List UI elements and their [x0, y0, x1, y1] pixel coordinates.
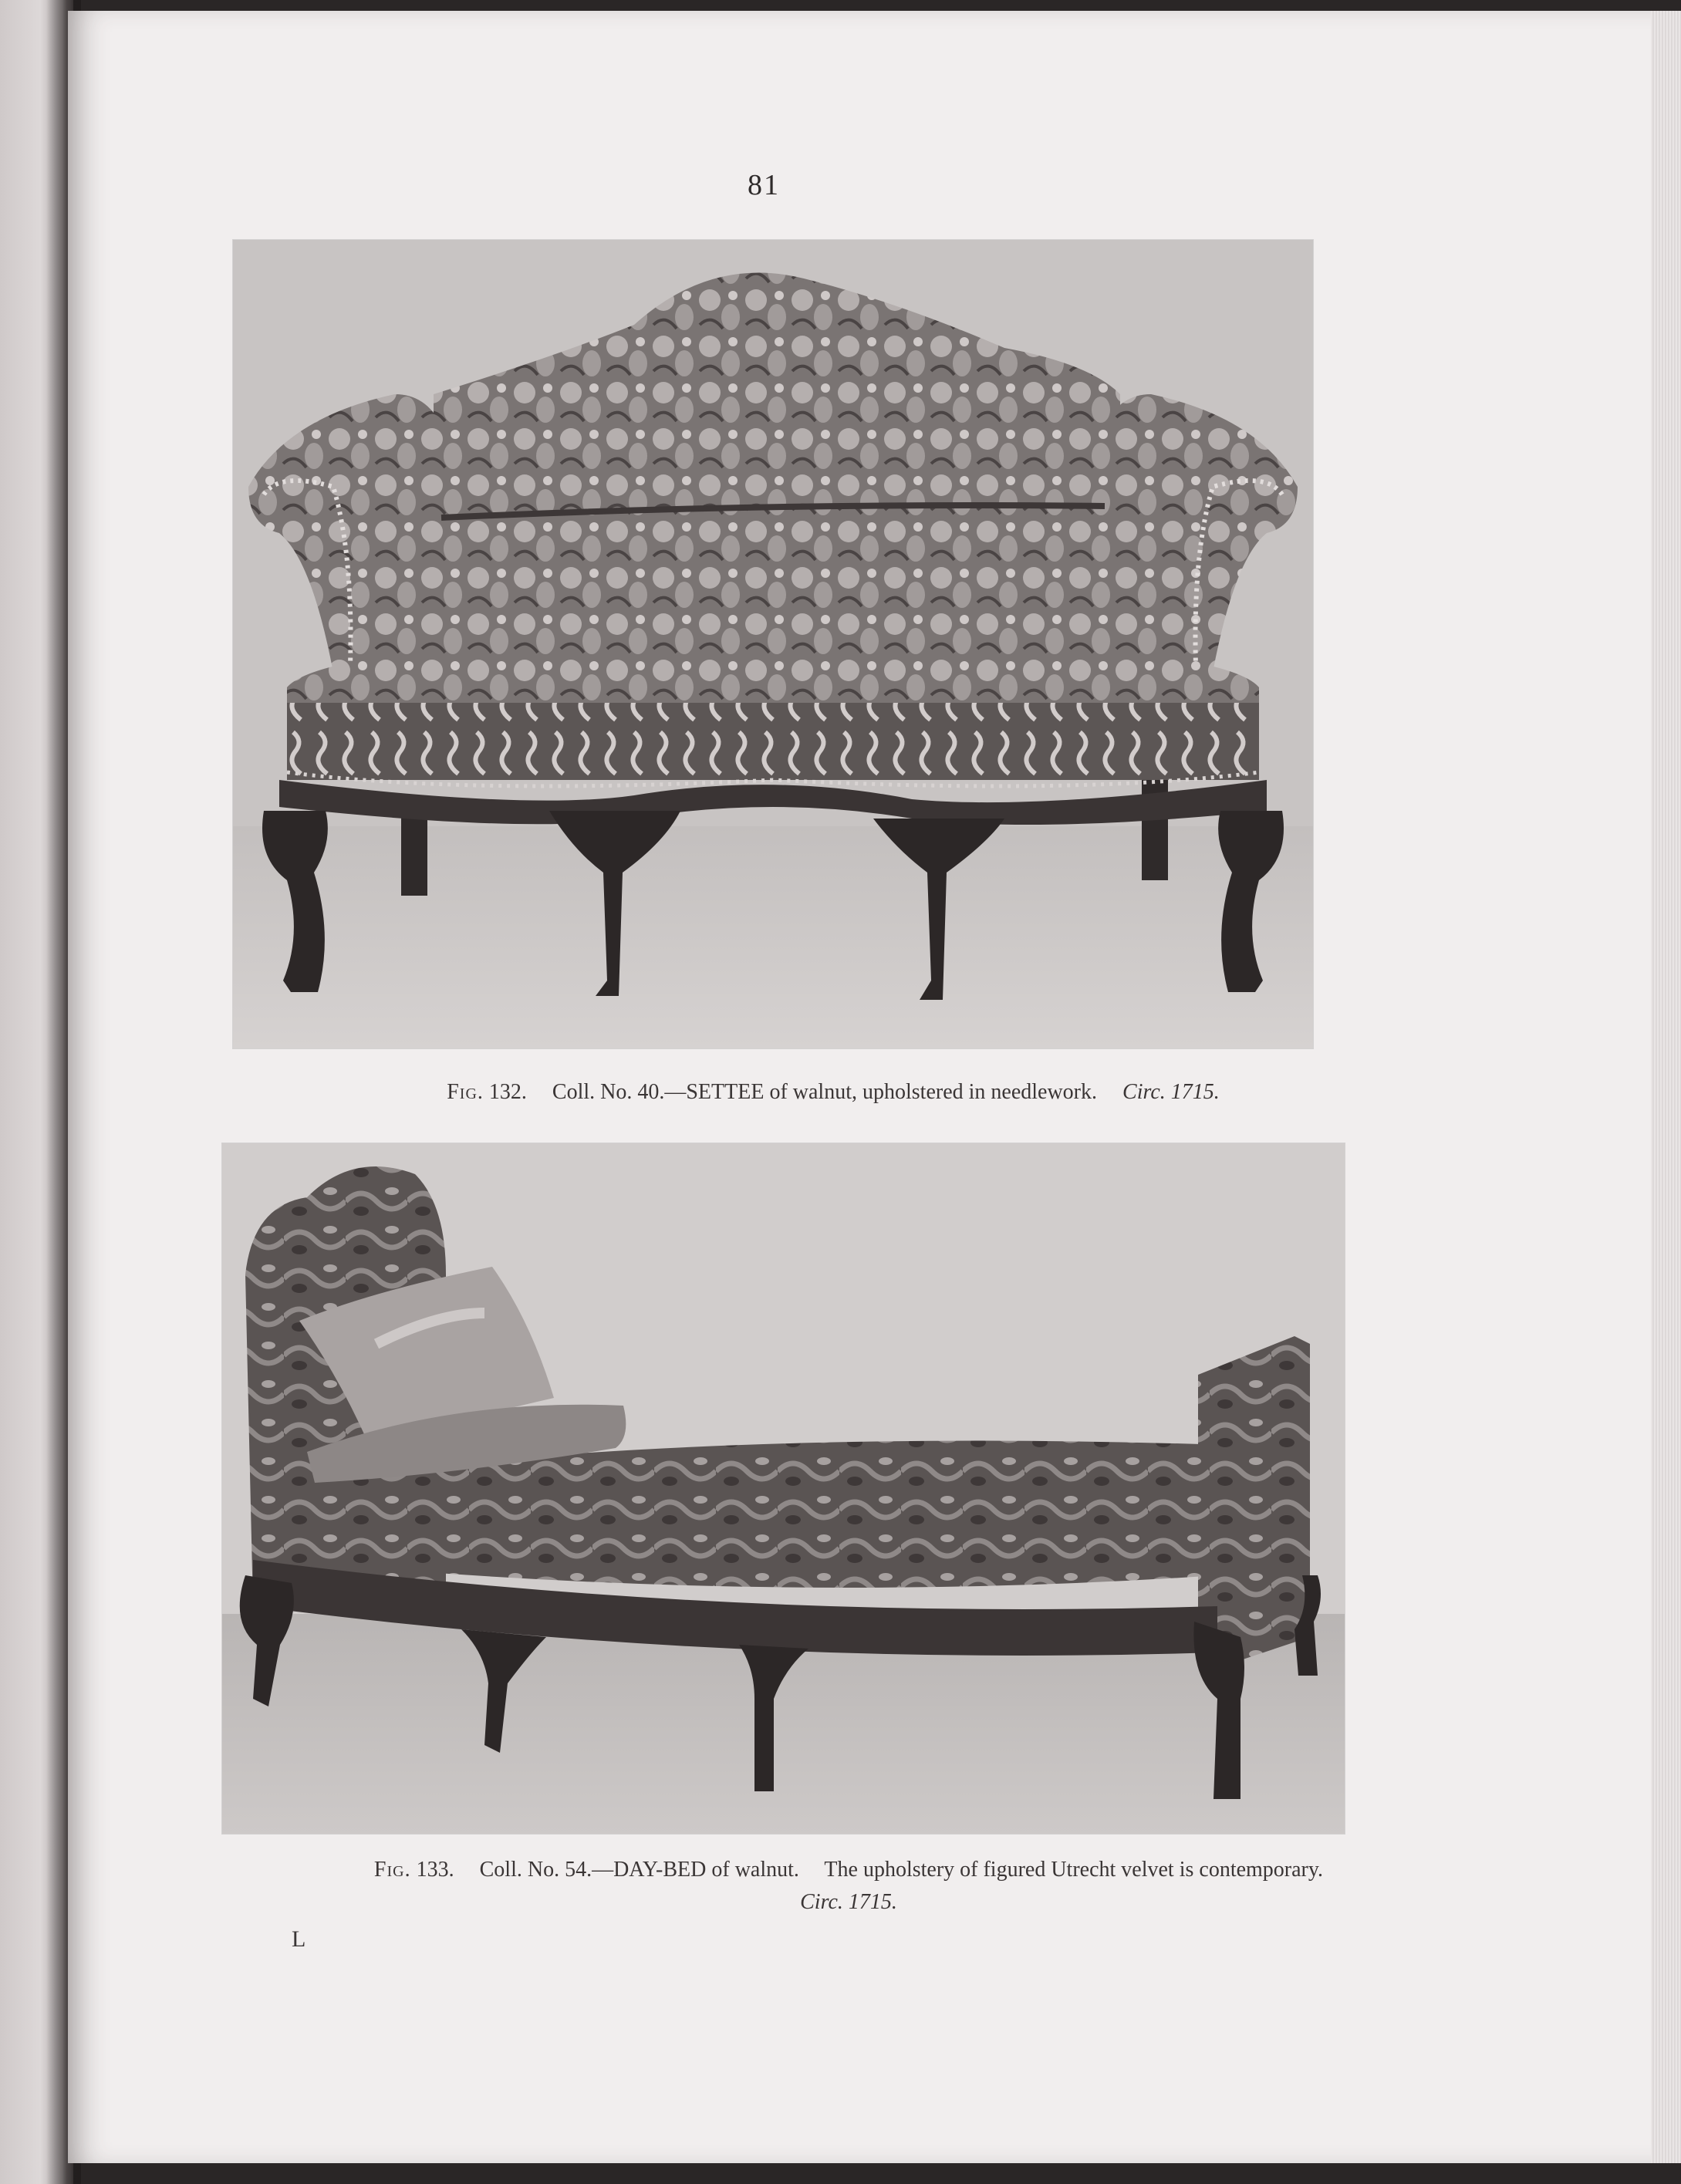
figure-133-date-line [185, 1890, 1512, 1915]
page-stack-edges [1651, 11, 1681, 2163]
page-number: 81 [748, 169, 780, 201]
signature-mark: L [292, 1926, 306, 1952]
figure-132-label: Fig. [447, 1080, 484, 1104]
figure-133-caption [185, 1858, 1512, 1882]
figure-133-description: The upholstery of figured Utrecht velvet is contemporary. [824, 1858, 1324, 1882]
figure-133-number: 133. [416, 1858, 454, 1882]
figure-132-number: 132. [488, 1080, 527, 1104]
figure-132-caption [177, 1080, 1489, 1105]
figure-133-date: Circ. 1715. [800, 1890, 897, 1914]
day-bed-photograph [222, 1143, 1345, 1834]
figure-133-label: Fig. [373, 1858, 411, 1882]
settee-photograph [233, 240, 1313, 1048]
figure-132-collection-text: Coll. No. 40.—SETTEE of walnut, upholstered in needlework. [552, 1080, 1098, 1104]
figure-133-collection-text: Coll. No. 54.—DAY-BED of walnut. [479, 1858, 799, 1882]
figure-132-date: Circ. 1715. [1122, 1080, 1220, 1104]
